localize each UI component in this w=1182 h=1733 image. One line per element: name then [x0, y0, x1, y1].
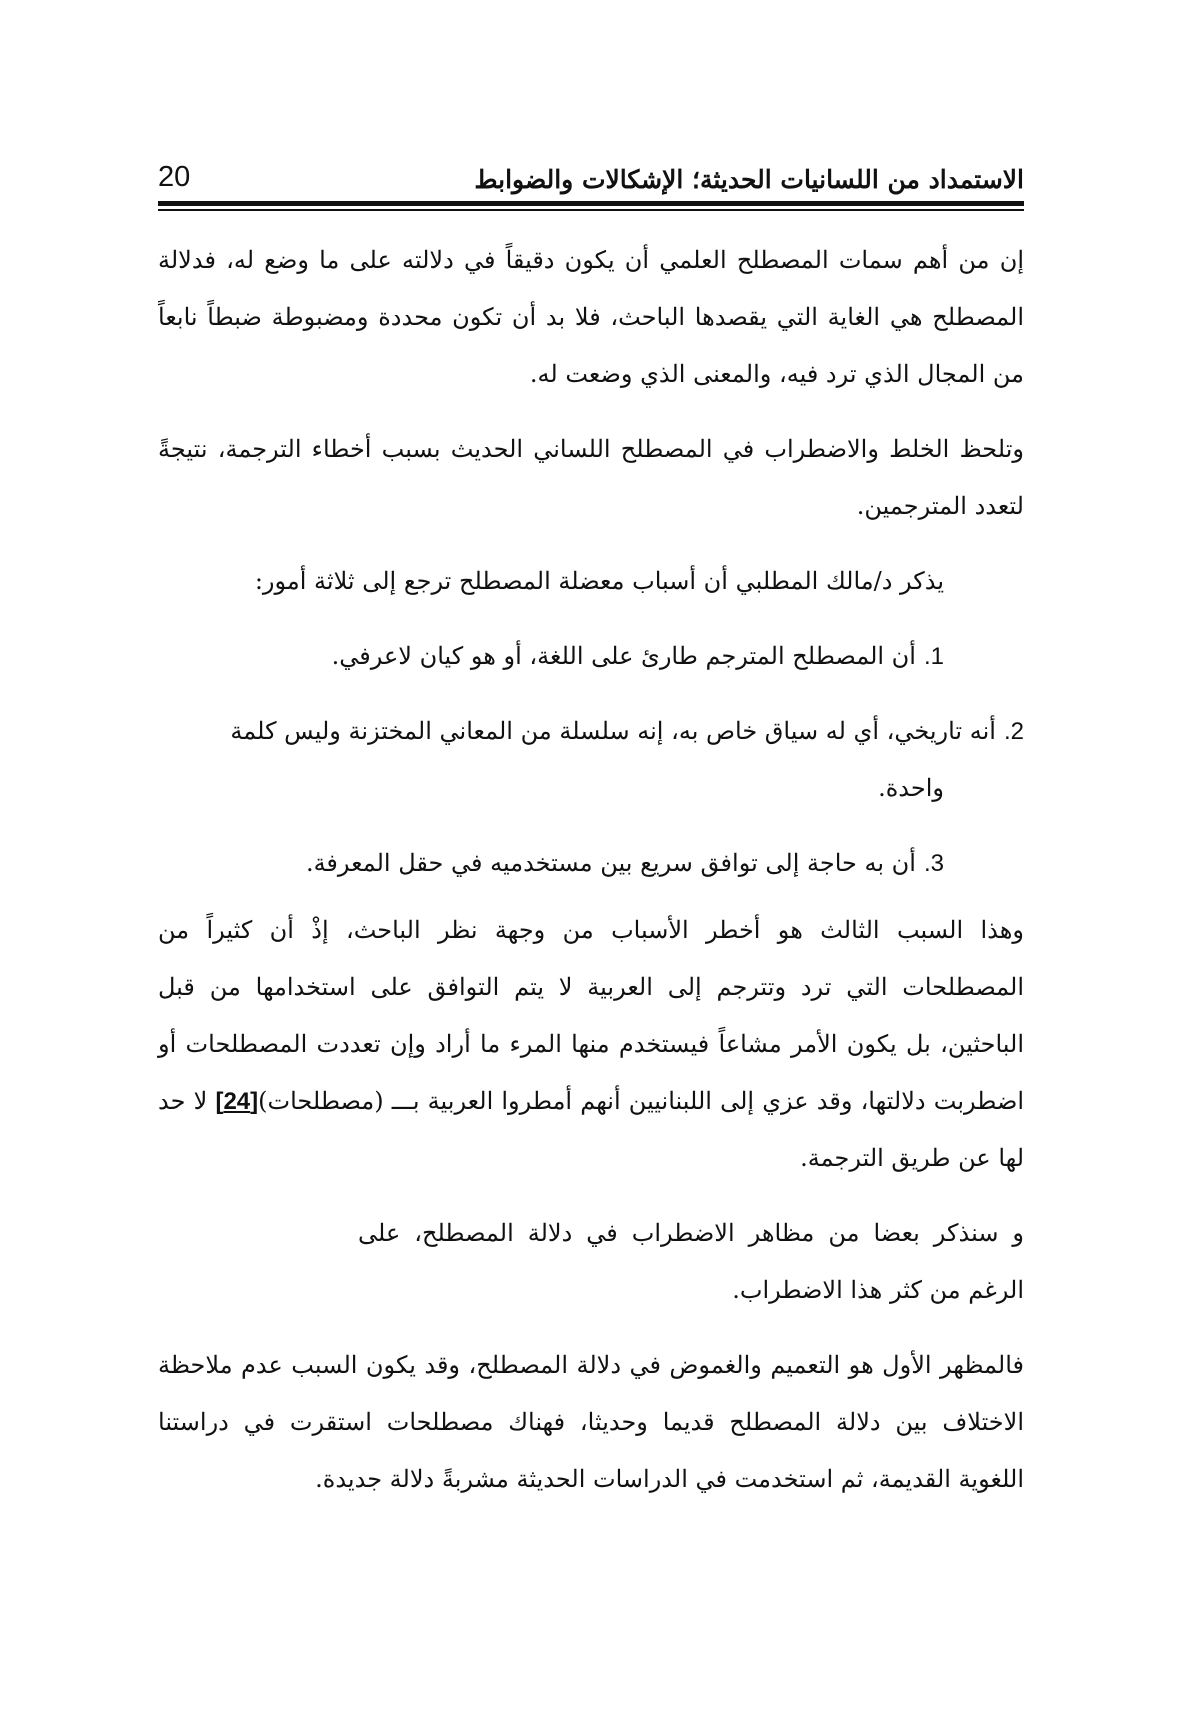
list-item-text: أن المصطلح المترجم طارئ على اللغة، أو هو كيان لاعرفي.	[331, 642, 916, 670]
header-rule-thick	[158, 201, 1024, 206]
list-item-text: أن به حاجة إلى توافق سريع بين مستخدميه في حقل المعرفة.	[305, 849, 916, 877]
paragraph-three-causes-intro: يذكر د/مالك المطلبي أن أسباب معضلة المصطلح ترجع إلى ثلاثة أمور:	[254, 567, 944, 595]
paragraph-first-aspect: فالمظهر الأول هو التعميم والغموض في دلالة المصطلح، وقد يكون السبب عدم ملاحظة الاختلاف بين دلالة المصطلح قديما وحديثا، فهناك مصطلحات استقرت في دراستنا اللغوية القديمة، ثم استخدمت في الدراسات الحديثة مشربةً دلالة جديدة.	[158, 1351, 1024, 1493]
header-rule-thin	[158, 209, 1024, 211]
running-title: الاستمداد من اللسانيات الحديثة؛ الإشكالات والضوابط	[474, 165, 1024, 194]
paragraph-translation-confusion: وتلحظ الخلط والاضطراب في المصطلح اللساني الحديث بسبب أخطاء الترجمة، نتيجةً لتعدد المترجمين.	[158, 435, 1024, 520]
list-item-3	[158, 835, 1024, 892]
page-body	[158, 232, 1024, 1508]
list-item-number: 3.	[923, 850, 944, 877]
paragraph-third-cause	[158, 902, 1024, 1187]
paragraph-disorder-aspects: و سنذكر بعضا من مظاهر الاضطراب في دلالة المصطلح، على الرغم من كثر هذا الاضطراب.	[358, 1219, 1024, 1304]
list-item-text-continued: واحدة.	[878, 774, 944, 802]
list-item-number: 2.	[1003, 718, 1024, 745]
header-rule	[158, 201, 1024, 213]
page-header	[158, 150, 1024, 194]
list-item-number: 1.	[923, 643, 944, 670]
page-number: 20	[158, 161, 191, 193]
paragraph-third-cause-end: لا حد لها عن طريق الترجمة.	[158, 1087, 1024, 1172]
paragraph-term-precision: إن من أهم سمات المصطلح العلمي أن يكون دقيقاً في دلالته على ما وضع له، فدلالة المصطلح هي الغاية التي يقصدها الباحث، فلا بد أن تكون محددة ومضبوطة ضبطاً نابعاً من المجال الذي ترد فيه، والمعنى الذي وضعت له.	[158, 246, 1024, 388]
list-item-text: أنه تاريخي، أي له سياق خاص به، إنه سلسلة من المعاني المختزنة وليس كلمة	[230, 717, 996, 745]
list-item-2	[158, 703, 1024, 817]
footnote-link-24[interactable]: [24]	[215, 1088, 259, 1115]
paragraph-third-cause-text: وهذا السبب الثالث هو أخطر الأسباب من وجهة نظر الباحث، إذْ أن كثيراً من المصطلحات التي ترد وتترجم إلى العربية لا يتم التوافق على استخدامها من قبل الباحثين، بل يكون الأمر مشاعاً فيستخدم منها المرء ما أراد وإن تعددت المصطلحات أو اضطربت دلالتها، وقد عزي إلى اللبنانيين أنهم أمطروا العربية بـــ (مصطلحات)	[158, 916, 1025, 1115]
list-item-1	[158, 628, 1024, 685]
